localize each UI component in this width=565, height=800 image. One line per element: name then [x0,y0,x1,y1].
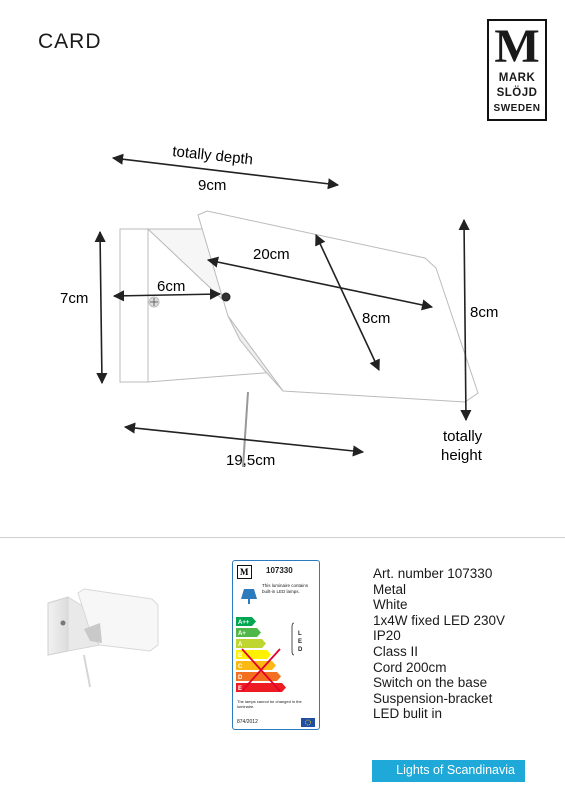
logo-word-2: SLÖJD [496,87,538,99]
logo-word-1: MARK [498,72,536,84]
spec-item: Suspension-bracket [373,690,493,706]
lamp-drawing [120,211,478,467]
product-title: CARD [38,30,102,53]
energy-class-label: A [238,642,243,648]
energy-class-bar [236,628,261,637]
spec-item: 1x4W fixed LED 230V [373,612,506,628]
footer-banner [372,760,525,782]
diagonal-value: 8cm [362,310,391,327]
svg-text:M: M [240,567,249,577]
energy-class-bar [236,617,256,626]
inner-depth-value: 6cm [157,278,186,295]
logo-letter: M [494,20,540,73]
height-label-1: totally [443,428,483,445]
depth-label: totally depth [171,143,254,169]
product-photo [40,583,170,693]
bulb-icon [239,585,259,605]
energy-label-note: The lamps cannot be changed in the luminaire. [237,699,302,709]
spec-item: Metal [373,581,407,597]
width-bottom-value: 19,5cm [226,452,276,469]
energy-class-bar [236,650,271,659]
energy-class-bar [236,639,266,648]
svg-text:E: E [298,639,303,645]
height-label-2: height [441,447,482,464]
eu-flag-icon [301,718,315,727]
footer-text: Lights of Scandinavia [396,763,515,777]
svg-text:L: L [298,631,302,637]
spec-item: Art. number 107330 [373,566,493,581]
width-top-value: 20cm [253,246,290,263]
svg-text:D: D [298,647,303,653]
spec-item: Cord 200cm [373,659,447,675]
energy-class-label: E [238,686,243,692]
energy-label [232,560,320,730]
energy-class-label: A++ [238,620,250,626]
energy-class-label: A+ [238,631,246,637]
energy-label-info: This luminaire contains built-in LED lamps. [262,583,309,594]
logo-word-3: SWEDEN [493,103,541,114]
depth-value: 9cm [198,177,227,194]
spec-item: Switch on the base [373,675,488,691]
height-left-value: 7cm [60,290,89,307]
energy-classes [236,615,316,695]
section-divider [0,537,565,538]
spec-item: LED bulit in [373,706,443,722]
height-right-value: 8cm [470,304,499,321]
spec-item: Class II [373,643,419,659]
energy-class-label: D [238,675,243,681]
spec-item: White [373,597,408,613]
energy-class-label: B [238,653,243,659]
energy-class-label: C [238,664,243,670]
mark-slojd-mini-logo [237,565,253,579]
spec-list [373,566,505,722]
energy-label-article: 107330 [266,566,293,575]
spec-item: IP20 [373,628,401,644]
energy-label-regulation: 874/2012 [237,719,258,725]
